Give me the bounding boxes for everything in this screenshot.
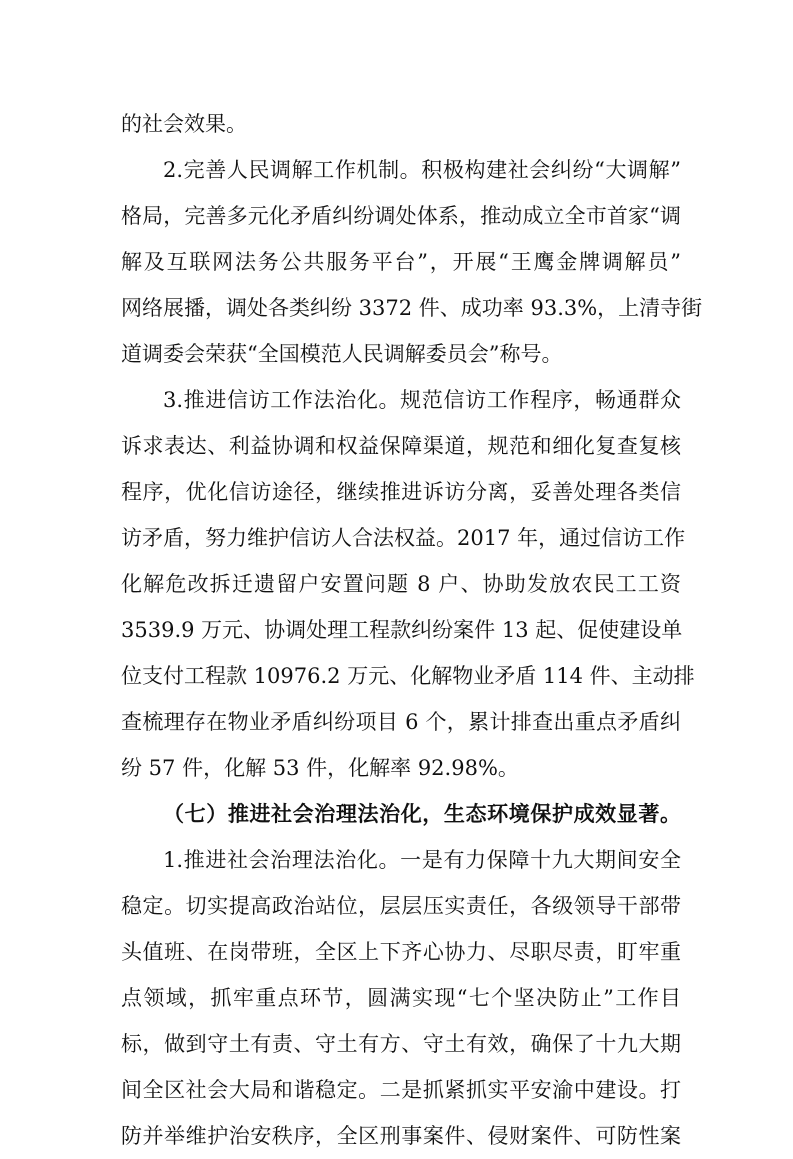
paragraph-line: 3.推进信访工作法治化。规范信访工作程序，畅通群众 [163, 388, 681, 412]
paragraph-line: 间全区社会大局和谐稳定。二是抓紧抓实平安渝中建设。打 [121, 1078, 681, 1102]
paragraph-line: 1.推进社会治理法治化。一是有力保障十九大期间安全 [163, 848, 681, 872]
paragraph-line: 诉求表达、利益协调和权益保障渠道，规范和细化复查复核 [121, 434, 681, 458]
body-text [121, 101, 703, 1159]
paragraph-line: 头值班、在岗带班，全区上下齐心协力、尽职尽责，盯牢重 [121, 940, 681, 964]
paragraph-line: 防并举维护治安秩序，全区刑事案件、侵财案件、可防性案 [121, 1124, 681, 1148]
paragraph-line: 程序，优化信访途径，继续推进诉访分离，妥善处理各类信 [121, 480, 681, 504]
paragraph-line: 2.完善人民调解工作机制。积极构建社会纠纷“大调解” [163, 158, 681, 182]
paragraph-line: 化解危改拆迁遗留户安置问题 8 户、协助发放农民工工资 [121, 572, 681, 596]
paragraph-line: 稳定。切实提高政治站位，层层压实责任，各级领导干部带 [121, 894, 681, 918]
paragraph-line: 位支付工程款 10976.2 万元、化解物业矛盾 114 件、主动排 [121, 664, 695, 688]
paragraph-line: 网络展播，调处各类纠纷 3372 件、成功率 93.3%，上清寺街 [121, 296, 703, 320]
paragraph-line: 纷 57 件，化解 53 件，化解率 92.98%。 [121, 756, 519, 780]
paragraph-line: 格局，完善多元化矛盾纠纷调处体系，推动成立全市首家“调 [121, 204, 681, 228]
paragraph-line: 点领域，抓牢重点环节，圆满实现“七个坚决防止”工作目 [121, 986, 681, 1010]
paragraph-line: 解及互联网法务公共服务平台”，开展“王鹰金牌调解员” [121, 250, 681, 274]
paragraph-line: 的社会效果。 [121, 112, 247, 136]
paragraph-line: 3539.9 万元、协调处理工程款纠纷案件 13 起、促使建设单 [121, 618, 683, 642]
paragraph-line: 查梳理存在物业矛盾纠纷项目 6 个，累计排查出重点矛盾纠 [121, 710, 681, 734]
paragraph-line: 道调委会荣获“全国模范人民调解委员会”称号。 [121, 342, 563, 366]
paragraph-line: 标，做到守土有责、守土有方、守土有效，确保了十九大期 [121, 1032, 681, 1056]
section-heading: （七）推进社会治理法治化，生态环境保护成效显著。 [163, 801, 681, 826]
paragraph-line: 访矛盾，努力维护信访人合法权益。2017 年，通过信访工作 [121, 526, 686, 550]
